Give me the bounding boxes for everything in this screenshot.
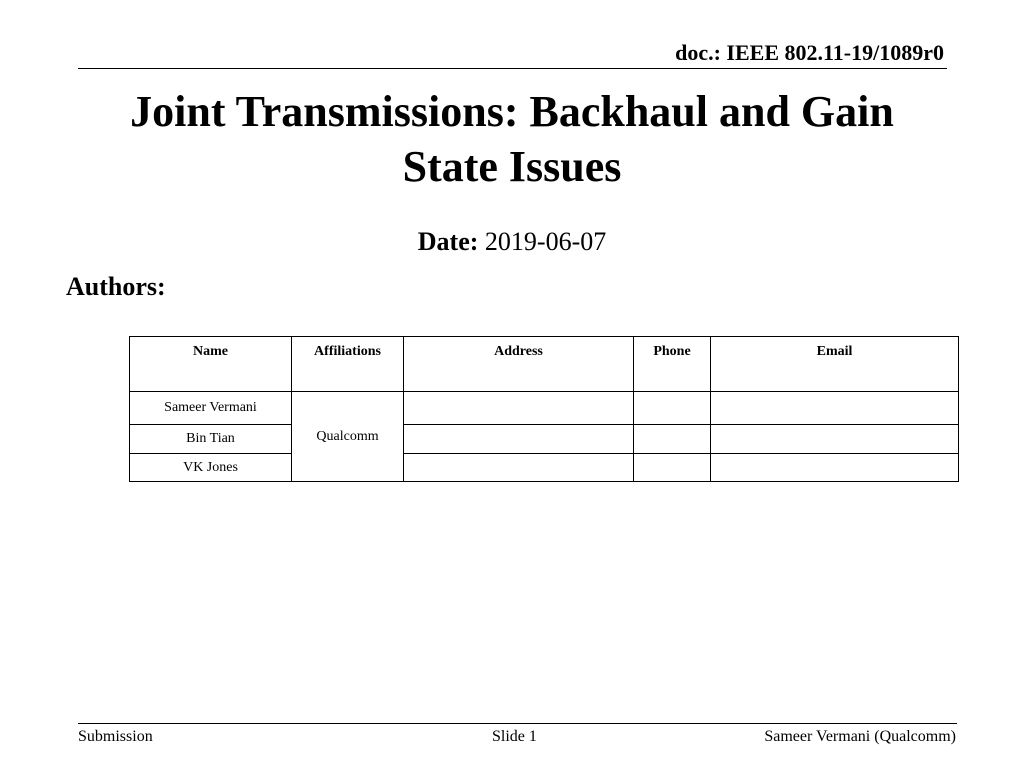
document-id: doc.: IEEE 802.11-19/1089r0 — [675, 40, 944, 65]
author-name-cell: Sameer Vermani — [130, 392, 292, 425]
table-row — [130, 454, 959, 482]
date-label: Date: — [417, 227, 479, 256]
table-row — [130, 425, 959, 454]
slide-title — [80, 84, 944, 194]
phone-cell — [634, 454, 711, 482]
address-cell — [404, 454, 634, 482]
phone-cell — [634, 392, 711, 425]
author-name-cell: VK Jones — [130, 454, 292, 482]
footer-submission: Submission — [78, 728, 153, 745]
footer-author: Sameer Vermani (Qualcomm) — [764, 728, 956, 745]
date-line — [0, 227, 1024, 257]
column-header-name: Name — [130, 337, 292, 392]
authors-table — [129, 336, 959, 482]
address-cell — [404, 425, 634, 454]
slide-title-line-1: Joint Transmissions: Backhaul and Gain — [130, 87, 894, 136]
column-header-email: Email — [711, 337, 959, 392]
email-cell — [711, 425, 959, 454]
table-header-row — [130, 337, 959, 392]
affiliation-cell: Qualcomm — [292, 392, 404, 482]
phone-cell — [634, 425, 711, 454]
footer-divider — [78, 723, 957, 724]
column-header-affiliations: Affiliations — [292, 337, 404, 392]
column-header-address: Address — [404, 337, 634, 392]
authors-label: Authors: — [66, 272, 166, 301]
footer-slide-number: Slide 1 — [492, 728, 537, 745]
column-header-phone: Phone — [634, 337, 711, 392]
author-name-cell: Bin Tian — [130, 425, 292, 454]
address-cell — [404, 392, 634, 425]
table-row — [130, 392, 959, 425]
slide-title-line-2: State Issues — [402, 142, 622, 191]
date-value: 2019-06-07 — [484, 227, 607, 256]
header-divider — [78, 68, 947, 69]
email-cell — [711, 392, 959, 425]
email-cell — [711, 454, 959, 482]
